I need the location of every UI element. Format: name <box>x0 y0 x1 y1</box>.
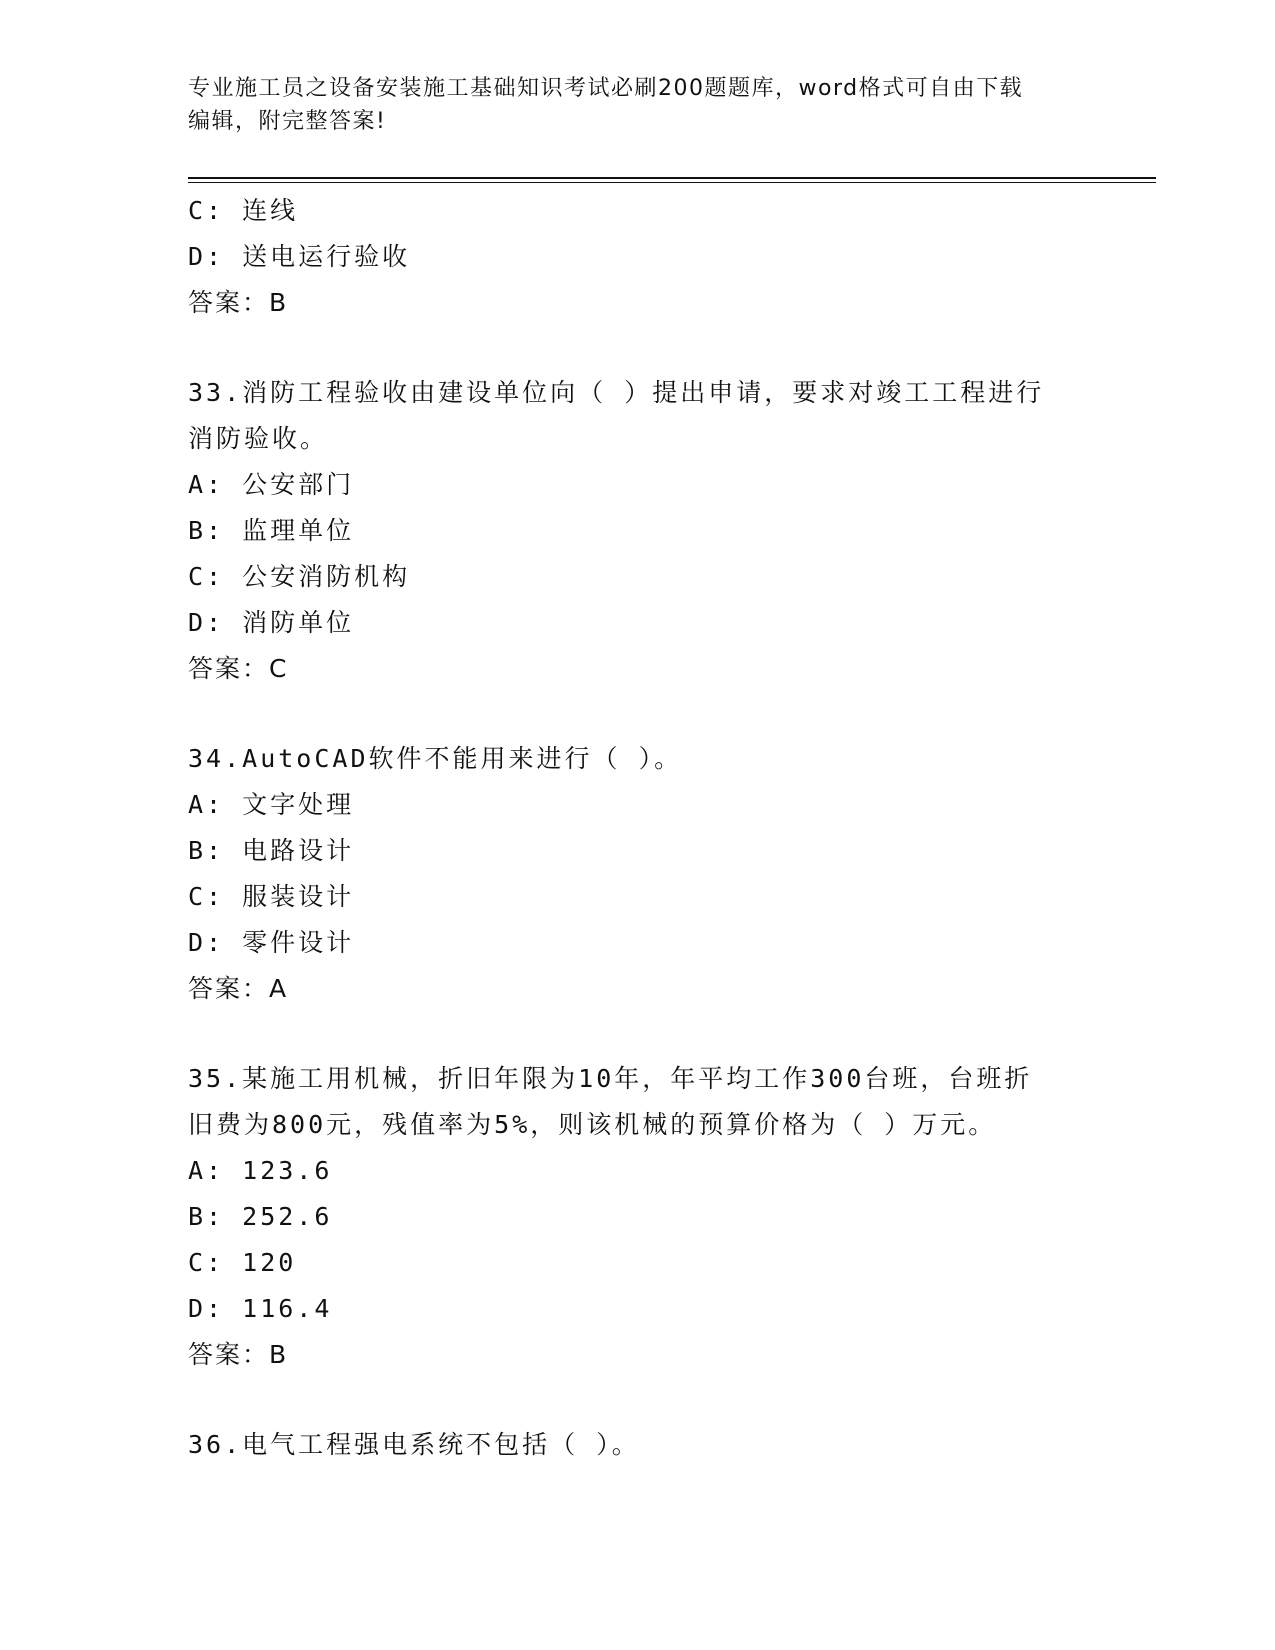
option-d: D: 消防单位 <box>188 608 355 637</box>
spacer <box>188 1378 1088 1422</box>
option-c: C: 公安消防机构 <box>188 562 411 591</box>
spacer <box>188 692 1088 736</box>
spacer <box>188 326 1088 370</box>
option-a: A: 文字处理 <box>188 790 355 819</box>
question-35 <box>188 1056 1088 1378</box>
document-header <box>188 72 1068 138</box>
question-list <box>188 188 1088 1468</box>
spacer <box>188 1012 1088 1056</box>
option-b: B: 252.6 <box>188 1202 333 1231</box>
header-title-line-1: 专业施工员之设备安装施工基础知识考试必刷200题题库，word格式可自由下载 <box>188 76 1024 101</box>
header-divider-thick <box>188 177 1156 179</box>
answer-line: 答案：B <box>188 288 289 317</box>
option-b: B: 监理单位 <box>188 516 355 545</box>
option-c: C: 连线 <box>188 196 299 225</box>
option-d: D: 116.4 <box>188 1294 333 1323</box>
question-32-fragment <box>188 188 1088 326</box>
header-divider-thin <box>188 182 1156 183</box>
question-stem-line: 34.AutoCAD软件不能用来进行（ ）。 <box>188 744 683 773</box>
option-c: C: 服装设计 <box>188 882 355 911</box>
question-stem-line: 35.某施工用机械，折旧年限为10年，年平均工作300台班，台班折 <box>188 1064 1033 1093</box>
option-a: A: 123.6 <box>188 1156 333 1185</box>
header-title-line-2: 编辑，附完整答案! <box>188 109 387 134</box>
option-c: C: 120 <box>188 1248 297 1277</box>
question-stem-line: 旧费为800元，残值率为5%，则该机械的预算价格为（ ）万元。 <box>188 1110 997 1139</box>
option-a: A: 公安部门 <box>188 470 355 499</box>
answer-line: 答案：B <box>188 1340 289 1369</box>
option-b: B: 电路设计 <box>188 836 355 865</box>
question-stem-line: 消防验收。 <box>188 424 329 453</box>
question-stem-line: 33.消防工程验收由建设单位向（ ）提出申请，要求对竣工工程进行 <box>188 378 1045 407</box>
question-stem-line: 36.电气工程强电系统不包括（ ）。 <box>188 1430 640 1459</box>
option-d: D: 送电运行验收 <box>188 242 411 271</box>
answer-line: 答案：C <box>188 654 289 683</box>
question-36 <box>188 1422 1088 1468</box>
question-33 <box>188 370 1088 692</box>
answer-line: 答案：A <box>188 974 289 1003</box>
option-d: D: 零件设计 <box>188 928 355 957</box>
question-34 <box>188 736 1088 1012</box>
